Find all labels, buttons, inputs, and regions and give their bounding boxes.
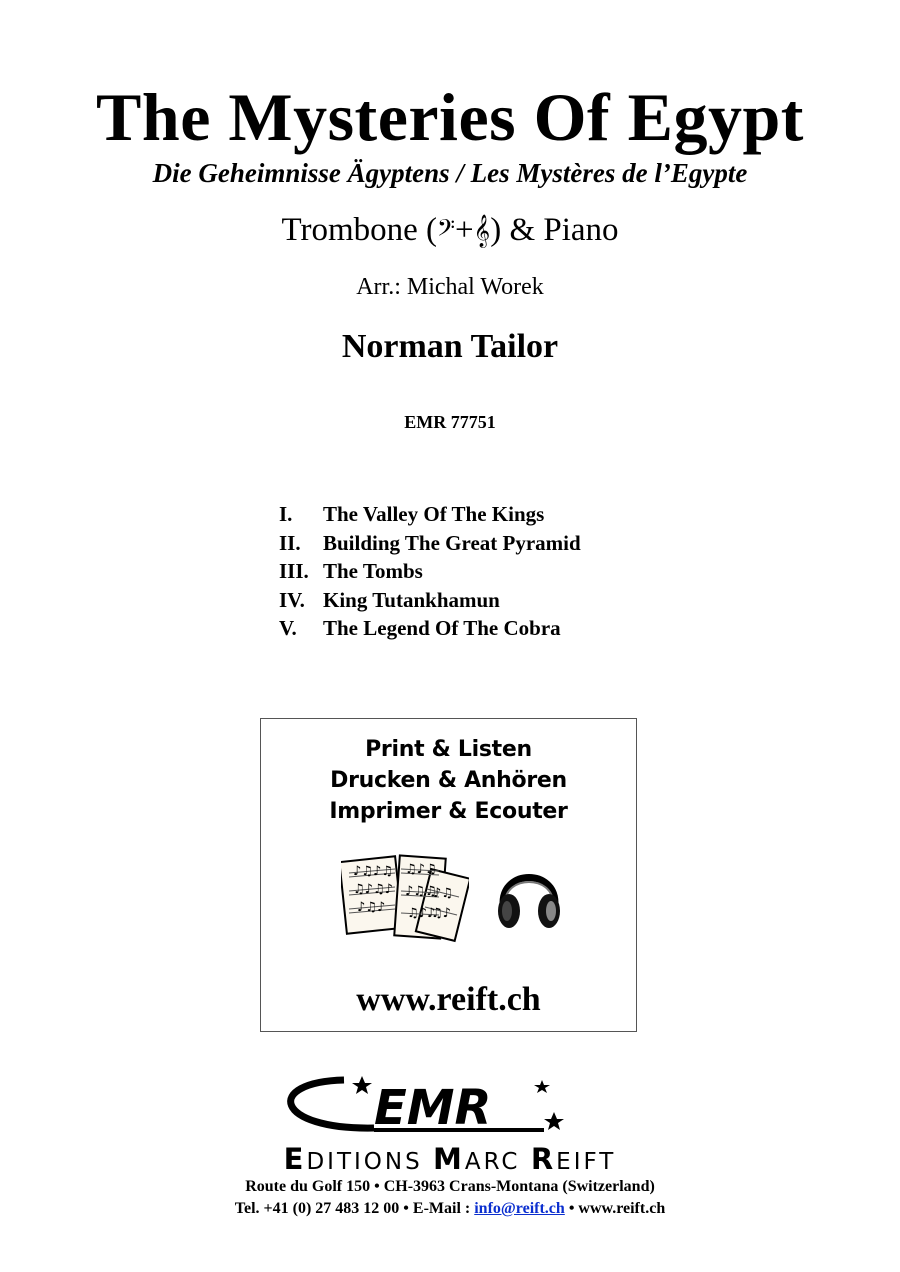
publisher-name [0,1142,900,1176]
movement-numeral: I. [279,502,293,526]
svg-text:♪♫♪♫: ♪♫♪♫ [353,864,393,879]
svg-text:♫♪: ♫♪ [431,906,451,921]
movement-numeral: II. [279,530,301,555]
publisher-address: Route du Golf 150 • CH-3963 Crans-Montana (Switzerland) [245,1178,655,1195]
sheet-music-icon [341,851,469,943]
publisher-contact [0,1200,900,1218]
promo-line-en: Print & Listen [365,737,532,762]
promo-url[interactable]: www.reift.ch [356,981,541,1018]
movement-title: The Legend Of The Cobra [323,616,561,640]
title: The Mysteries Of Egypt [96,79,804,155]
svg-text:♫♪♫: ♫♪♫ [405,862,437,877]
headphones-icon [493,859,565,933]
movement-title: Building The Great Pyramid [323,530,581,555]
movement-title: The Tombs [323,559,423,583]
movement-item [279,586,581,615]
movement-numeral: V. [279,616,297,640]
publisher-name-part: R [530,1142,557,1176]
movement-title: The Valley Of The Kings [323,502,545,526]
movement-item [279,500,581,529]
publisher-name-part: ARC [464,1149,531,1175]
emr-logo-text: EMR [374,1080,492,1136]
publisher-name-part: E [283,1142,307,1176]
svg-text:♫♪♫♪: ♫♪♫♪ [353,882,393,897]
svg-text:♫♪♪: ♫♪♪ [407,906,436,921]
svg-text:♪♫♪: ♪♫♪ [357,900,386,915]
composer: Norman Tailor [341,328,559,365]
movement-item [279,614,581,643]
movement-title: King Tutankhamun [323,587,500,612]
svg-text:♪♫♫: ♪♫♫ [405,884,437,899]
bass-clef-icon: 𝄢 [437,214,456,247]
instrumentation [0,212,900,249]
treble-clef-icon: 𝄞 [473,214,491,247]
movement-item [279,557,581,586]
instrumentation-prefix: Trombone ( [281,212,437,248]
promo-line-de: Drucken & Anhören [330,768,567,793]
movement-list [279,500,581,643]
publisher-name-part: DITIONS [306,1149,433,1175]
publisher-website: • www.reift.ch [564,1200,666,1217]
catalog-code: EMR 77751 [404,412,496,432]
movement-item [279,529,581,558]
movement-numeral: III. [279,559,309,583]
movement-numeral: IV. [279,587,305,612]
publisher-name-part: EIFT [556,1149,617,1175]
svg-text:♪♫: ♪♫ [433,886,453,901]
email-link[interactable]: info@reift.ch [474,1200,565,1217]
print-listen-box [260,718,637,1032]
instrumentation-suffix: ) & Piano [490,212,619,248]
publisher-tel: Tel. +41 (0) 27 483 12 00 • E-Mail : [234,1200,475,1217]
publisher-name-part: M [433,1142,465,1176]
arranger: Arr.: Michal Worek [356,274,544,300]
subtitle: Die Geheimnisse Ägyptens / Les Mystères de l’Egypte [152,158,748,188]
promo-line-fr: Imprimer & Ecouter [329,799,568,824]
instrumentation-plus: + [455,212,474,248]
emr-logo [224,1072,584,1138]
